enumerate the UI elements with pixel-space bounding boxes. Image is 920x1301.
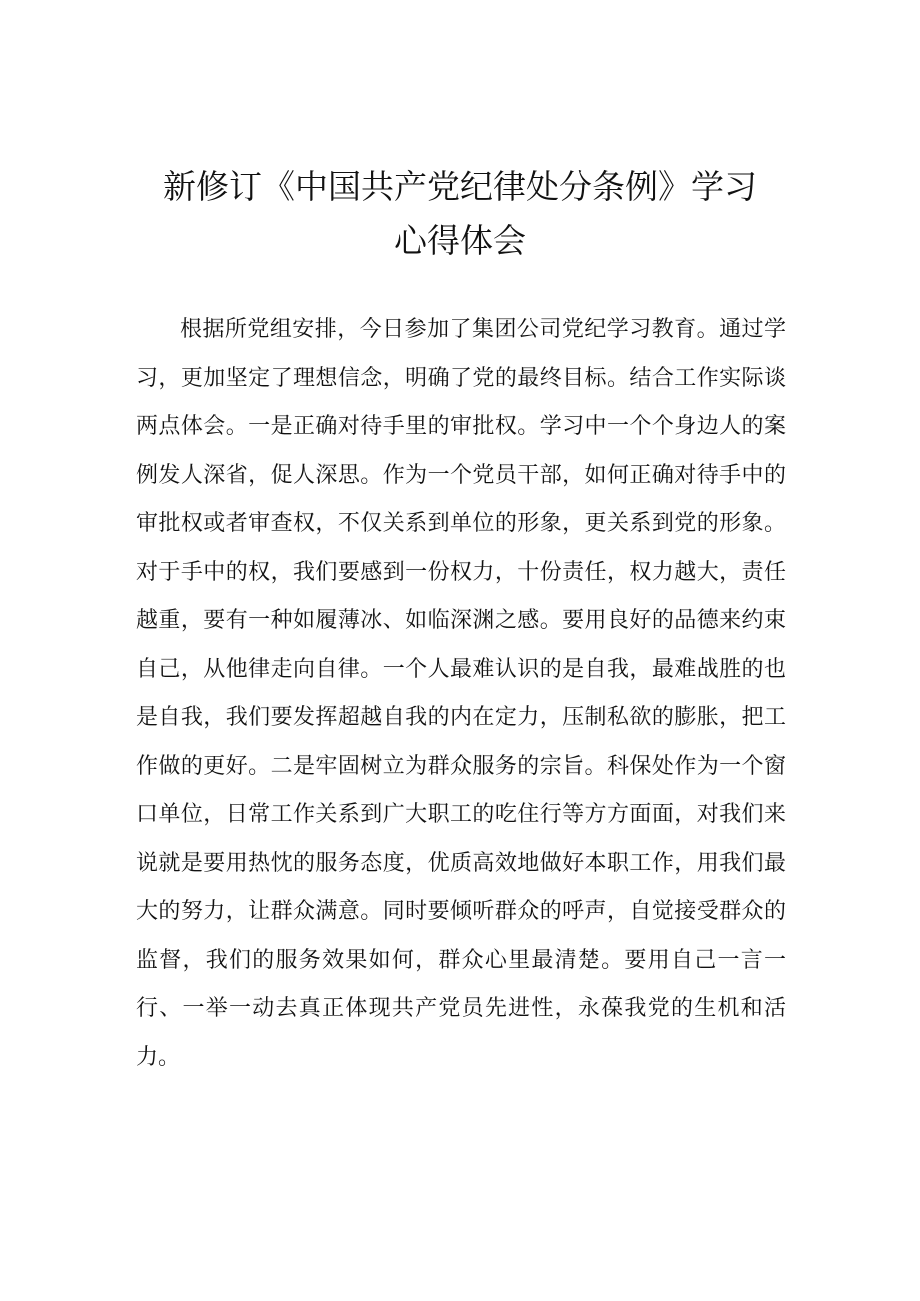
body-paragraph: 根据所党组安排，今日参加了集团公司党纪学习教育。通过学习，更加坚定了理想信念，明确了党的最终目标。结合工作实际谈两点体会。一是正确对待手里的审批权。学习中一个个身边人的案例发人深省，促人深思。作为一个党员干部，如何正确对待手中的审批权或者审查权，不仅关系到单位的形象，更关系到党的形象。对于手中的权，我们要感到一份权力，十份责任，权力越大，责任越重，要有一种如履薄冰、如临深渊之感。要用良好的品德来约束自己，从他律走向自律。一个人最难认识的是自我，最难战胜的也是自我，我们要发挥超越自我的内在定力，压制私欲的膨胀，把工作做的更好。二是牢固树立为群众服务的宗旨。科保处作为一个窗口单位，日常工作关系到广大职工的吃住行等方方面面，对我们来说就是要用热忱的服务态度，优质高效地做好本职工作，用我们最大的努力，让群众满意。同时要倾听群众的呼声，自觉接受群众的监督，我们的服务效果如何，群众心里最清楚。要用自己一言一行、一举一动去真正体现共产党员先进性，永葆我党的生机和活力。	[136, 317, 786, 1070]
title-line-1: 新修订《中国共产党纪律处分条例》学习	[163, 167, 757, 206]
title-line-2: 心得体会	[394, 221, 526, 260]
document-title	[120, 160, 800, 268]
